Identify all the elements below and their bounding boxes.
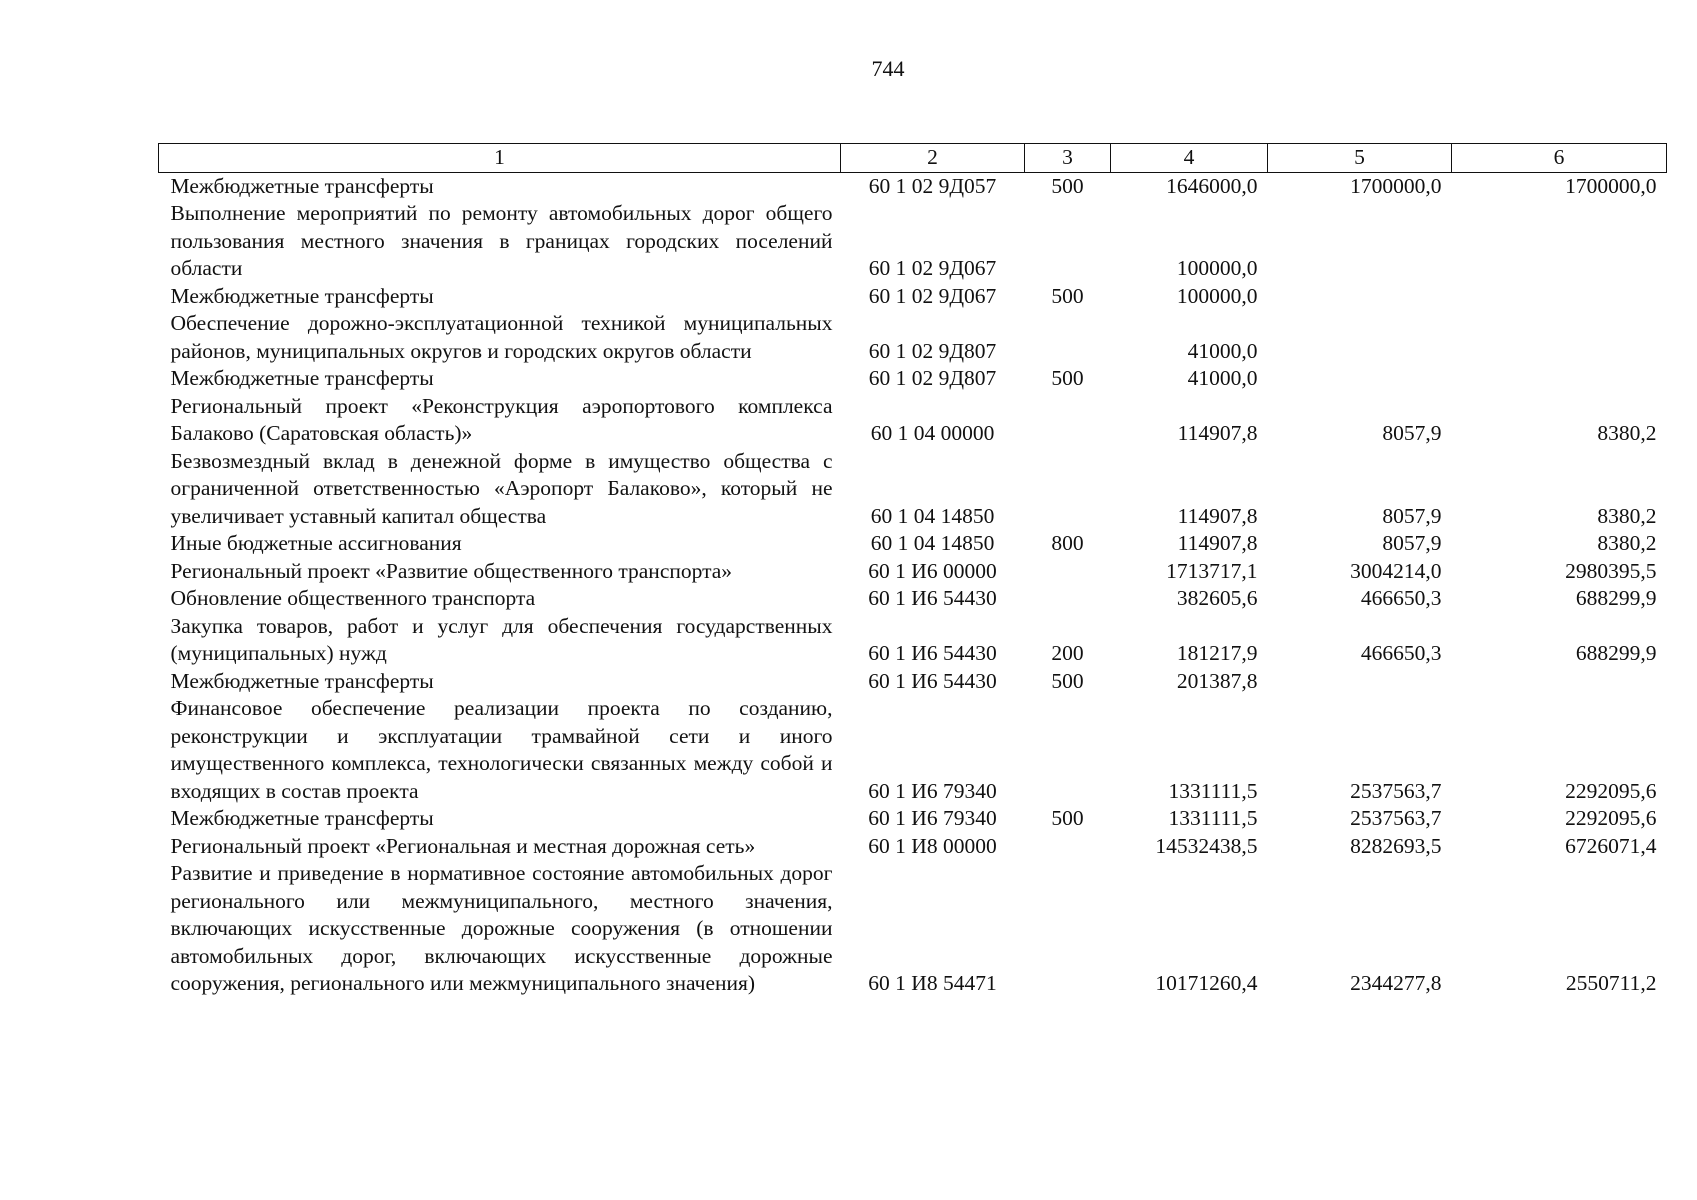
table-body (159, 172, 1667, 998)
row-expense-type: 500 (1051, 366, 1084, 390)
row-name: Финансовое обеспечение реализации проекта по созданию, реконструкции и эксплуатации трамвайной сети и иного имущественного комплекса, технологически связанных между собой и входящих в состав проекта (170, 696, 833, 803)
table-row (159, 805, 1667, 833)
row-code: 60 1 И8 00000 (868, 833, 997, 858)
row-name: Обеспечение дорожно-эксплуатационной техникой муниципальных районов, муниципальных округов и городских округов области (170, 311, 833, 363)
row-expense-type: 200 (1051, 641, 1084, 665)
row-code: 60 1 04 00000 (870, 421, 995, 445)
column-header-4: 4 (1111, 144, 1268, 173)
row-value-col6 (1452, 200, 1667, 283)
row-expense-type (1025, 393, 1111, 448)
row-name: Региональный проект «Реконструкция аэропортового комплекса Балаково (Саратовская область)» (170, 393, 833, 445)
row-code: 60 1 И6 79340 (868, 778, 997, 803)
row-value-col6: 688299,9 (1575, 586, 1657, 610)
table-row (159, 310, 1667, 365)
row-value-col4: 100000,0 (1176, 283, 1258, 308)
row-name: Межбюджетные трансферты (170, 283, 434, 308)
row-expense-type (1025, 310, 1111, 365)
row-expense-type (1025, 585, 1111, 613)
table-row (159, 530, 1667, 558)
row-value-col5: 8057,9 (1382, 503, 1442, 528)
table-row (159, 448, 1667, 531)
row-code: 60 1 04 14850 (870, 503, 995, 528)
row-value-col6: 688299,9 (1575, 641, 1657, 665)
row-value-col6 (1452, 365, 1667, 393)
row-value-col6 (1452, 283, 1667, 311)
row-code: 60 1 02 9Д807 (868, 338, 997, 363)
row-expense-type: 500 (1051, 806, 1084, 830)
column-header-5: 5 (1268, 144, 1452, 173)
row-expense-type (1025, 558, 1111, 586)
row-expense-type: 800 (1051, 531, 1084, 555)
row-value-col6 (1452, 668, 1667, 696)
row-value-col5 (1268, 200, 1452, 283)
table-row (159, 668, 1667, 696)
table-row (159, 695, 1667, 805)
row-expense-type (1025, 860, 1111, 998)
row-value-col4: 201387,8 (1176, 668, 1258, 693)
row-name: Обновление общественного транспорта (170, 586, 536, 610)
row-value-col4: 114907,8 (1177, 503, 1258, 528)
row-value-col4: 100000,0 (1176, 256, 1258, 280)
row-value-col5: 466650,3 (1360, 641, 1442, 665)
row-expense-type (1025, 695, 1111, 805)
row-code: 60 1 И6 54430 (868, 641, 997, 665)
row-value-col6 (1452, 310, 1667, 365)
row-value-col6: 8380,2 (1597, 503, 1657, 528)
row-value-col5: 2537563,7 (1350, 778, 1442, 803)
row-value-col6: 2292095,6 (1565, 806, 1657, 830)
row-value-col5: 1700000,0 (1350, 173, 1442, 198)
row-name: Межбюджетные трансферты (170, 366, 434, 390)
row-expense-type: 500 (1051, 668, 1084, 693)
row-name: Межбюджетные трансферты (170, 806, 434, 830)
row-name: Межбюджетные трансферты (170, 173, 434, 198)
table-row (159, 860, 1667, 998)
row-value-col4: 382605,6 (1176, 586, 1258, 610)
row-value-col4: 1331111,5 (1168, 806, 1258, 830)
row-code: 60 1 04 14850 (870, 531, 995, 555)
table-row (159, 833, 1667, 861)
row-value-col5: 2344277,8 (1350, 971, 1442, 995)
row-value-col6: 1700000,0 (1565, 173, 1657, 198)
row-name: Иные бюджетные ассигнования (170, 531, 462, 555)
row-value-col5 (1268, 283, 1452, 311)
column-header-3: 3 (1025, 144, 1111, 173)
row-value-col5: 2537563,7 (1350, 806, 1442, 830)
row-code: 60 1 И6 54430 (868, 668, 997, 693)
page-number: 744 (871, 56, 905, 81)
row-value-col4: 14532438,5 (1155, 833, 1258, 858)
row-value-col5: 8282693,5 (1350, 833, 1442, 858)
row-value-col4: 1646000,0 (1166, 173, 1258, 198)
table-row (159, 365, 1667, 393)
table-row (159, 558, 1667, 586)
row-value-col5 (1268, 310, 1452, 365)
row-value-col4: 114907,8 (1177, 531, 1258, 555)
row-value-col6: 2980395,5 (1565, 558, 1657, 583)
table-row (159, 585, 1667, 613)
row-value-col6: 8380,2 (1597, 531, 1657, 555)
row-expense-type (1025, 833, 1111, 861)
row-expense-type: 500 (1051, 283, 1084, 308)
row-code: 60 1 И6 79340 (868, 806, 997, 830)
row-name: Межбюджетные трансферты (170, 668, 434, 693)
row-value-col5 (1268, 365, 1452, 393)
table-row (159, 283, 1667, 311)
row-code: 60 1 02 9Д057 (868, 173, 997, 198)
row-value-col4: 181217,9 (1176, 641, 1258, 665)
column-header-6: 6 (1452, 144, 1667, 173)
column-header-1: 1 (159, 144, 841, 173)
row-value-col6: 2550711,2 (1565, 971, 1657, 995)
row-value-col5: 8057,9 (1382, 421, 1442, 445)
row-value-col4: 1713717,1 (1166, 558, 1258, 583)
row-value-col4: 41000,0 (1187, 338, 1258, 363)
row-code: 60 1 И6 54430 (868, 586, 997, 610)
table-row (159, 200, 1667, 283)
budget-table (158, 143, 1667, 998)
row-code: 60 1 02 9Д067 (868, 283, 997, 308)
row-name: Региональный проект «Региональная и местная дорожная сеть» (170, 833, 756, 858)
row-value-col4: 41000,0 (1187, 366, 1258, 390)
row-name: Выполнение мероприятий по ремонту автомобильных дорог общего пользования местного значения в границах городских поселений области (170, 201, 833, 280)
row-code: 60 1 02 9Д067 (868, 256, 997, 280)
row-name: Региональный проект «Развитие общественного транспорта» (170, 558, 733, 583)
row-value-col5: 3004214,0 (1350, 558, 1442, 583)
row-value-col4: 114907,8 (1177, 421, 1258, 445)
table-header-row (159, 144, 1667, 173)
row-value-col5: 8057,9 (1382, 531, 1442, 555)
row-value-col6: 8380,2 (1597, 421, 1657, 445)
table-row (159, 172, 1667, 200)
row-code: 60 1 И6 00000 (868, 558, 997, 583)
row-value-col4: 10171260,4 (1155, 971, 1258, 995)
table-row (159, 613, 1667, 668)
row-name: Закупка товаров, работ и услуг для обеспечения государственных (муниципальных) нужд (170, 613, 833, 665)
row-name: Развитие и приведение в нормативное состояние автомобильных дорог регионального или межмуниципального, местного значения, включающих искусственные дорожные сооружения (в отношении автомобильных дорог, включающих искусственные дорожные сооружения, регионального или межмуниципального значения) (170, 861, 833, 995)
table-row (159, 393, 1667, 448)
row-value-col6: 2292095,6 (1565, 778, 1657, 803)
row-expense-type (1025, 200, 1111, 283)
row-code: 60 1 И8 54471 (868, 971, 997, 995)
row-code: 60 1 02 9Д807 (868, 366, 997, 390)
row-value-col6: 6726071,4 (1565, 833, 1657, 858)
row-value-col4: 1331111,5 (1168, 778, 1258, 803)
row-value-col5 (1268, 668, 1452, 696)
row-value-col5: 466650,3 (1360, 586, 1442, 610)
row-expense-type (1025, 448, 1111, 531)
row-expense-type: 500 (1051, 173, 1084, 198)
column-header-2: 2 (841, 144, 1025, 173)
row-name: Безвозмездный вклад в денежной форме в имущество общества с ограниченной ответственностью «Аэропорт Балаково», который не увеличивает уставный капитал общества (170, 448, 833, 528)
